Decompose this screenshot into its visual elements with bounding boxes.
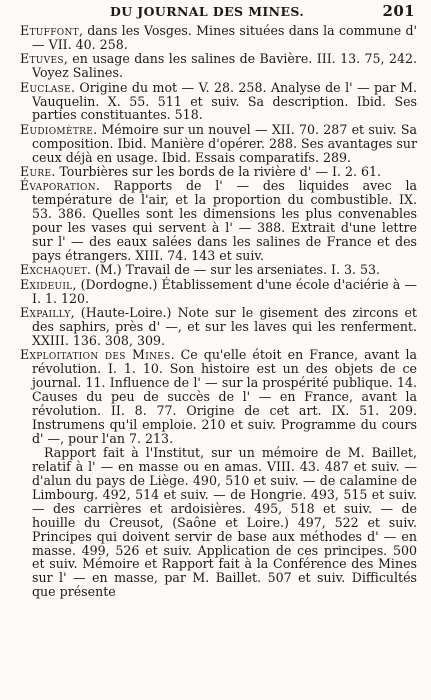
entry-term: Évaporation xyxy=(20,178,96,194)
index-entry-continuation xyxy=(32,446,417,599)
entry-term: Euclase xyxy=(20,79,71,95)
entry-term: Exploitation des Mines xyxy=(20,347,171,363)
index-entry xyxy=(20,278,417,306)
entry-text: , dans les Vosges. Mines situées dans la commune d' — VII. 40. 258. xyxy=(32,23,417,52)
running-title: DU JOURNAL DES MINES. xyxy=(110,4,305,19)
entry-text: . Origine du mot — V. 28. 258. Analyse de l' — par M. Vauquelin. X. 55. 511 et suiv. Sa description. Ibid. Ses parties constituantes. 518. xyxy=(32,79,417,123)
entry-term: Exchaquet xyxy=(20,262,87,278)
entry-text: . Rapports de l' — des liquides avec la température de l'air, et la proportion du combustible. IX. 53. 386. Quelles sont les dimensions les plus convenables pour les vases qui servent à l' — 388. Extrait d'une lettre sur l' — des eaux salées dans les salines de France et des pays étrangers. XIII. 74. 143 et suiv. xyxy=(32,178,417,263)
index-entry xyxy=(20,81,417,123)
index-entry xyxy=(20,123,417,165)
entry-term: Eudiomètre xyxy=(20,121,94,137)
index-entry xyxy=(20,263,417,277)
index-entry xyxy=(20,179,417,262)
index-entry xyxy=(20,306,417,348)
index-entry xyxy=(20,24,417,52)
index-entry xyxy=(20,348,417,445)
entry-text: . (M.) Travail de — sur les arseniates. I. 3. 53. xyxy=(86,262,381,278)
entry-text: . Mémoire sur un nouvel — XII. 70. 287 et suiv. Sa composition. Ibid. Manière d'opérer. 288. Ses avantages sur ceux déjà en usage. Ibid. Essais comparatifs. 289. xyxy=(32,121,417,165)
index-entry xyxy=(20,52,417,80)
entry-text: , (Dordogne.) Établissement d'une école d'aciérie à — I. 1. 120. xyxy=(32,276,417,306)
entry-term: Eure xyxy=(20,164,52,180)
entry-term: Expailly xyxy=(20,305,71,321)
entry-text: , en usage dans les salines de Bavière. III. 13. 75, 242. Voyez Salines. xyxy=(32,51,417,81)
page-header xyxy=(20,2,417,24)
entry-text: . Tourbières sur les bords de la rivière d' — I. 2. 61. xyxy=(51,164,382,180)
entry-text: , (Haute-Loire.) Note sur le gisement des zircons et des saphirs, près d' —, et sur les laves qui les renferment. XXIII. 136. 308, 309. xyxy=(32,305,417,348)
entry-term: Etuves xyxy=(20,51,64,67)
entry-text: Rapport fait à l'Institut, sur un mémoire de M. Baillet, relatif à l' — en masse ou en amas. VIII. 43. 487 et suiv. — d'alun du pays de Liège. 490, 510 et suiv. — de calamine de Limbourg. 492, 514 et suiv. — de Hongrie. 493, 515 et suiv. — des carrières et ardoisières. 495, 518 et suiv. — de houille du Creusot, (Saône et Loire.) 497, 522 et suiv. Principes qui doivent servir de base aux méthodes d' — en masse. 499, 526 et suiv. Application de ces principes. 500 et suiv. Mémoire et Rapport fait à la Conférence des Mines sur l' — en masse, par M. Baillet. 507 et suiv. Difficultés que présente xyxy=(32,445,417,600)
entry-term: Etuffont xyxy=(20,23,79,38)
entry-text: . Ce qu'elle étoit en France, avant la révolution. I. 1. 10. Son histoire est un des objets de ce journal. 11. Influence de l' — sur la prospérité publique. 14. Causes du peu de succès de l' — en France, avant la révolution. II. 8. 77. Origine de cet art. IX. 51. 209. Instrumens qu'il emploie. 210 et suiv. Programme du cours d' —, pour l'an 7. 213. xyxy=(32,347,418,446)
page-number: 201 xyxy=(382,2,415,20)
index-entry xyxy=(20,165,417,179)
entry-term: Exideuil xyxy=(20,276,73,292)
index-entries xyxy=(20,24,417,599)
